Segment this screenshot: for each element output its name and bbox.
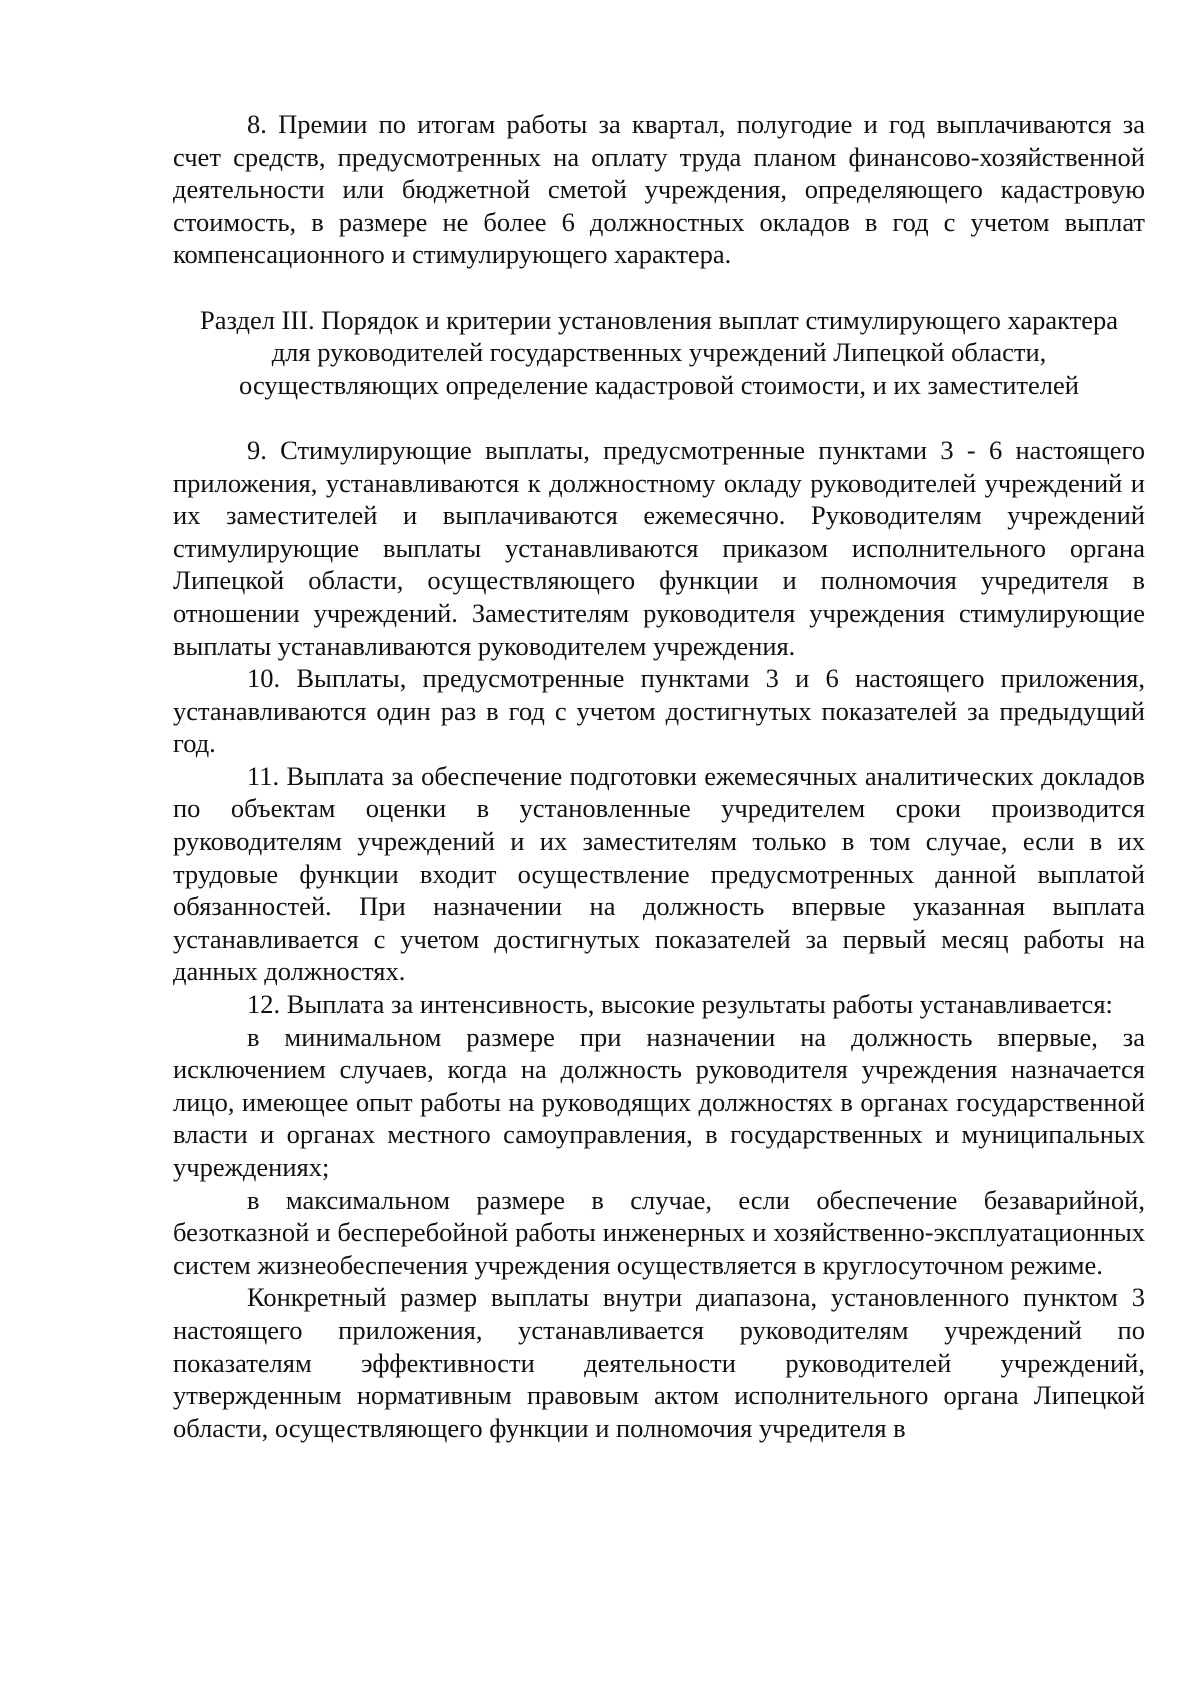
paragraph-11: 11. Выплата за обеспечение подготовки ежемесячных аналитических докладов по объектам оценки в установленные учредителем сроки производится руководителям учреждений и их заместителям только в том случае, если в их трудовые функции входит осуществление предусмотренных данной выплатой обязанностей. При назначении на должность впервые указанная выплата устанавливается с учетом достигнутых показателей за первый месяц работы на данных должностях.	[173, 760, 1145, 987]
blank-line	[173, 271, 1145, 304]
paragraph-minimum-size: в минимальном размере при назначении на должность впервые, за исключением случаев, когда на должность руководителя учреждения назначается лицо, имеющее опыт работы на руководящих должностях в органах государственной власти и органах местного самоуправления, в государственных и муниципальных учреждениях;	[173, 1021, 1145, 1182]
document-page	[173, 108, 1145, 1444]
paragraph-specific-size: Конкретный размер выплаты внутри диапазона, установленного пунктом 3 настоящего приложения, устанавливается руководителям учреждений по показателям эффективности деятельности руководителей учреждений, утвержденным нормативным правовым актом исполнительного органа Липецкой области, осуществляющего функции и полномочия учредителя в	[173, 1282, 1145, 1443]
section-heading: Раздел III. Порядок и критерии установления выплат стимулирующего характера для руководителей государственных учреждений Липецкой области, осуществляющих определение кадастровой стоимости, и их заместителей	[199, 304, 1119, 400]
paragraph-8: 8. Премии по итогам работы за квартал, полугодие и год выплачиваются за счет средств, предусмотренных на оплату труда планом финансово-хозяйственной деятельности или бюджетной сметой учреждения, определяющего кадастровую стоимость, в размере не более 6 должностных окладов в год с учетом выплат компенсационного и стимулирующего характера.	[173, 109, 1145, 270]
blank-line	[173, 401, 1145, 434]
paragraph-12: 12. Выплата за интенсивность, высокие результаты работы устанавливается:	[247, 989, 1113, 1020]
paragraph-10: 10. Выплаты, предусмотренные пунктами 3 и 6 настоящего приложения, устанавливаются один раз в год с учетом достигнутых показателей за предыдущий год.	[173, 663, 1145, 759]
paragraph-9: 9. Стимулирующие выплаты, предусмотренные пунктами 3 - 6 настоящего приложения, устанавливаются к должностному окладу руководителей учреждений и их заместителей и выплачиваются ежемесячно. Руководителям учреждений стимулирующие выплаты устанавливаются приказом исполнительного органа Липецкой области, осуществляющего функции и полномочия учредителя в отношении учреждений. Заместителям руководителя учреждения стимулирующие выплаты устанавливаются руководителем учреждения.	[173, 434, 1145, 661]
paragraph-maximum-size: в максимальном размере в случае, если обеспечение безаварийной, безотказной и бесперебойной работы инженерных и хозяйственно-эксплуатационных систем жизнеобеспечения учреждения осуществляется в круглосуточном режиме.	[173, 1184, 1145, 1280]
